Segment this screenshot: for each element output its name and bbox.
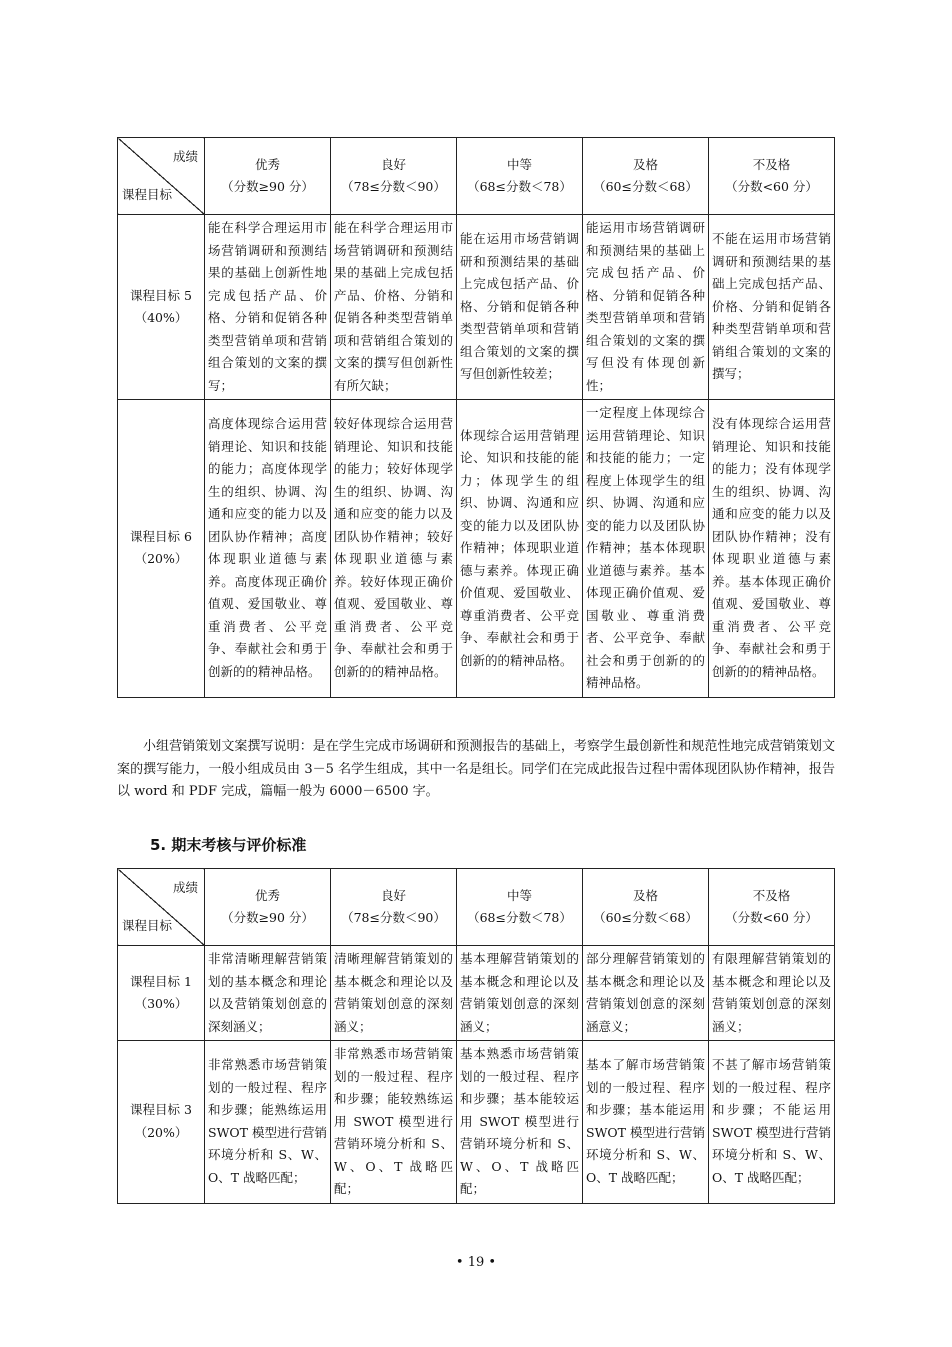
table-cell: 有限理解营销策划的基本概念和理论以及营销策划创意的深刻涵义；	[709, 946, 835, 1041]
diagonal-header-cell	[118, 869, 205, 946]
table-cell: 能在科学合理运用市场营销调研和预测结果的基础上创新性地完成包括产品、价格、分销和促销各种类型营销单项和营销组合策划的文案的撰写；	[205, 215, 331, 400]
corner-label-score: 成绩	[172, 149, 198, 164]
row-label-objective-5: 课程目标 5 （40%）	[118, 215, 205, 400]
table-row	[118, 215, 835, 400]
level-header-pass: 及格 （60≤分数＜68）	[583, 869, 709, 946]
table-row	[118, 400, 835, 698]
level-header-medium: 中等 （68≤分数＜78）	[457, 138, 583, 215]
section-heading: 5. 期末考核与评价标准	[150, 836, 307, 854]
row-label-objective-1: 课程目标 1 （30%）	[118, 946, 205, 1041]
grading-table-2	[117, 868, 835, 1204]
table-cell: 非常熟悉市场营销策划的一般过程、程序和步骤；能熟练运用 SWOT 模型进行营销环境分析和 S、W、O、T 战略匹配；	[205, 1041, 331, 1204]
table-cell: 能在科学合理运用市场营销调研和预测结果的基础上完成包括产品、价格、分销和促销各种类型营销单项和营销组合策划的文案的撰写但创新性有所欠缺；	[331, 215, 457, 400]
table-row	[118, 946, 835, 1041]
row-label-objective-3: 课程目标 3 （20%）	[118, 1041, 205, 1204]
table-cell: 清晰理解营销策划的基本概念和理论以及营销策划创意的深刻涵义；	[331, 946, 457, 1041]
table-cell: 体现综合运用营销理论、知识和技能的能力；体现学生的组织、协调、沟通和应变的能力以及团队协作精神；体现职业道德与素养。体现正确价值观、爱国敬业、尊重消费者、公平竞争、奉献社会和勇于创新的的精神品格。	[457, 400, 583, 698]
table-cell: 基本熟悉市场营销策划的一般过程、程序和步骤；基本能较运用 SWOT 模型进行营销环境分析和 S、W、O、T 战略匹配；	[457, 1041, 583, 1204]
table-cell: 不能在运用市场营销调研和预测结果的基础上完成包括产品、价格、分销和促销各种类型营销单项和营销组合策划的文案的撰写；	[709, 215, 835, 400]
table-cell: 不甚了解市场营销策划的一般过程、程序和步骤；不能运用 SWOT 模型进行营销环境分析和 S、W、O、T 战略匹配；	[709, 1041, 835, 1204]
table-cell: 一定程度上体现综合运用营销理论、知识和技能的能力；一定程度上体现学生的组织、协调、沟通和应变的能力以及团队协作精神；基本体现职业道德与素养。基本体现正确价值观、爱国敬业、尊重消费者、公平竞争、奉献社会和勇于创新的的精神品格。	[583, 400, 709, 698]
level-header-good: 良好 （78≤分数＜90）	[331, 869, 457, 946]
table-cell: 能在运用市场营销调研和预测结果的基础上完成包括产品、价格、分销和促销各种类型营销单项和营销组合策划的文案的撰写但创新性较差；	[457, 215, 583, 400]
level-header-excellent: 优秀 （分数≥90 分）	[205, 869, 331, 946]
row-label-objective-6: 课程目标 6 （20%）	[118, 400, 205, 698]
table-cell: 非常清晰理解营销策划的基本概念和理论以及营销策划创意的深刻涵义；	[205, 946, 331, 1041]
table-row	[118, 1041, 835, 1204]
level-header-pass: 及格 （60≤分数＜68）	[583, 138, 709, 215]
report-writing-note: 小组营销策划文案撰写说明：是在学生完成市场调研和预测报告的基础上，考察学生最创新性和规范性地完成营销策划文案的撰写能力，一般小组成员由 3－5 名学生组成，其中一名是组长。同学们在完成此报告过程中需体现团队协作精神，报告以 word 和 PDF 完成，篇幅一般为 6000－6500 字。	[117, 739, 835, 799]
corner-label-objective: 课程目标	[122, 186, 173, 202]
corner-label-score: 成绩	[172, 880, 198, 895]
diagonal-header-cell	[118, 138, 205, 215]
grading-table-1	[117, 137, 835, 698]
table-cell: 高度体现综合运用营销理论、知识和技能的能力；高度体现学生的组织、协调、沟通和应变的能力以及团队协作精神；高度体现职业道德与素养。高度体现正确价值观、爱国敬业、尊重消费者、公平竞争、奉献社会和勇于创新的的精神品格。	[205, 400, 331, 698]
level-header-excellent: 优秀 （分数≥90 分）	[205, 138, 331, 215]
page-number: • 19 •	[455, 1255, 497, 1270]
table-cell: 非常熟悉市场营销策划的一般过程、程序和步骤；能较熟练运用 SWOT 模型进行营销环境分析和 S、W、O、T 战略匹配；	[331, 1041, 457, 1204]
level-header-fail: 不及格 （分数<60 分）	[709, 869, 835, 946]
table-cell: 没有体现综合运用营销理论、知识和技能的能力；没有体现学生的组织、协调、沟通和应变的能力以及团队协作精神；没有体现职业道德与素养。基本体现正确价值观、爱国敬业、尊重消费者、公平竞争、奉献社会和勇于创新的的精神品格。	[709, 400, 835, 698]
level-header-good: 良好 （78≤分数＜90）	[331, 138, 457, 215]
table-cell: 部分理解营销策划的基本概念和理论以及营销策划创意的深刻涵意义；	[583, 946, 709, 1041]
corner-label-objective: 课程目标	[122, 917, 173, 933]
level-header-medium: 中等 （68≤分数＜78）	[457, 869, 583, 946]
table-cell: 基本理解营销策划的基本概念和理论以及营销策划创意的深刻涵义；	[457, 946, 583, 1041]
table-cell: 基本了解市场营销策划的一般过程、程序和步骤；基本能运用 SWOT 模型进行营销环境分析和 S、W、O、T 战略匹配；	[583, 1041, 709, 1204]
table-cell: 能运用市场营销调研和预测结果的基础上完成包括产品、价格、分销和促销各种类型营销单项和营销组合策划的文案的撰写但没有体现创新性；	[583, 215, 709, 400]
table-header-row	[118, 869, 835, 946]
table-cell: 较好体现综合运用营销理论、知识和技能的能力；较好体现学生的组织、协调、沟通和应变的能力以及团队协作精神；较好体现职业道德与素养。较好体现正确价值观、爱国敬业、尊重消费者、公平竞争、奉献社会和勇于创新的的精神品格。	[331, 400, 457, 698]
level-header-fail: 不及格 （分数<60 分）	[709, 138, 835, 215]
table-header-row	[118, 138, 835, 215]
